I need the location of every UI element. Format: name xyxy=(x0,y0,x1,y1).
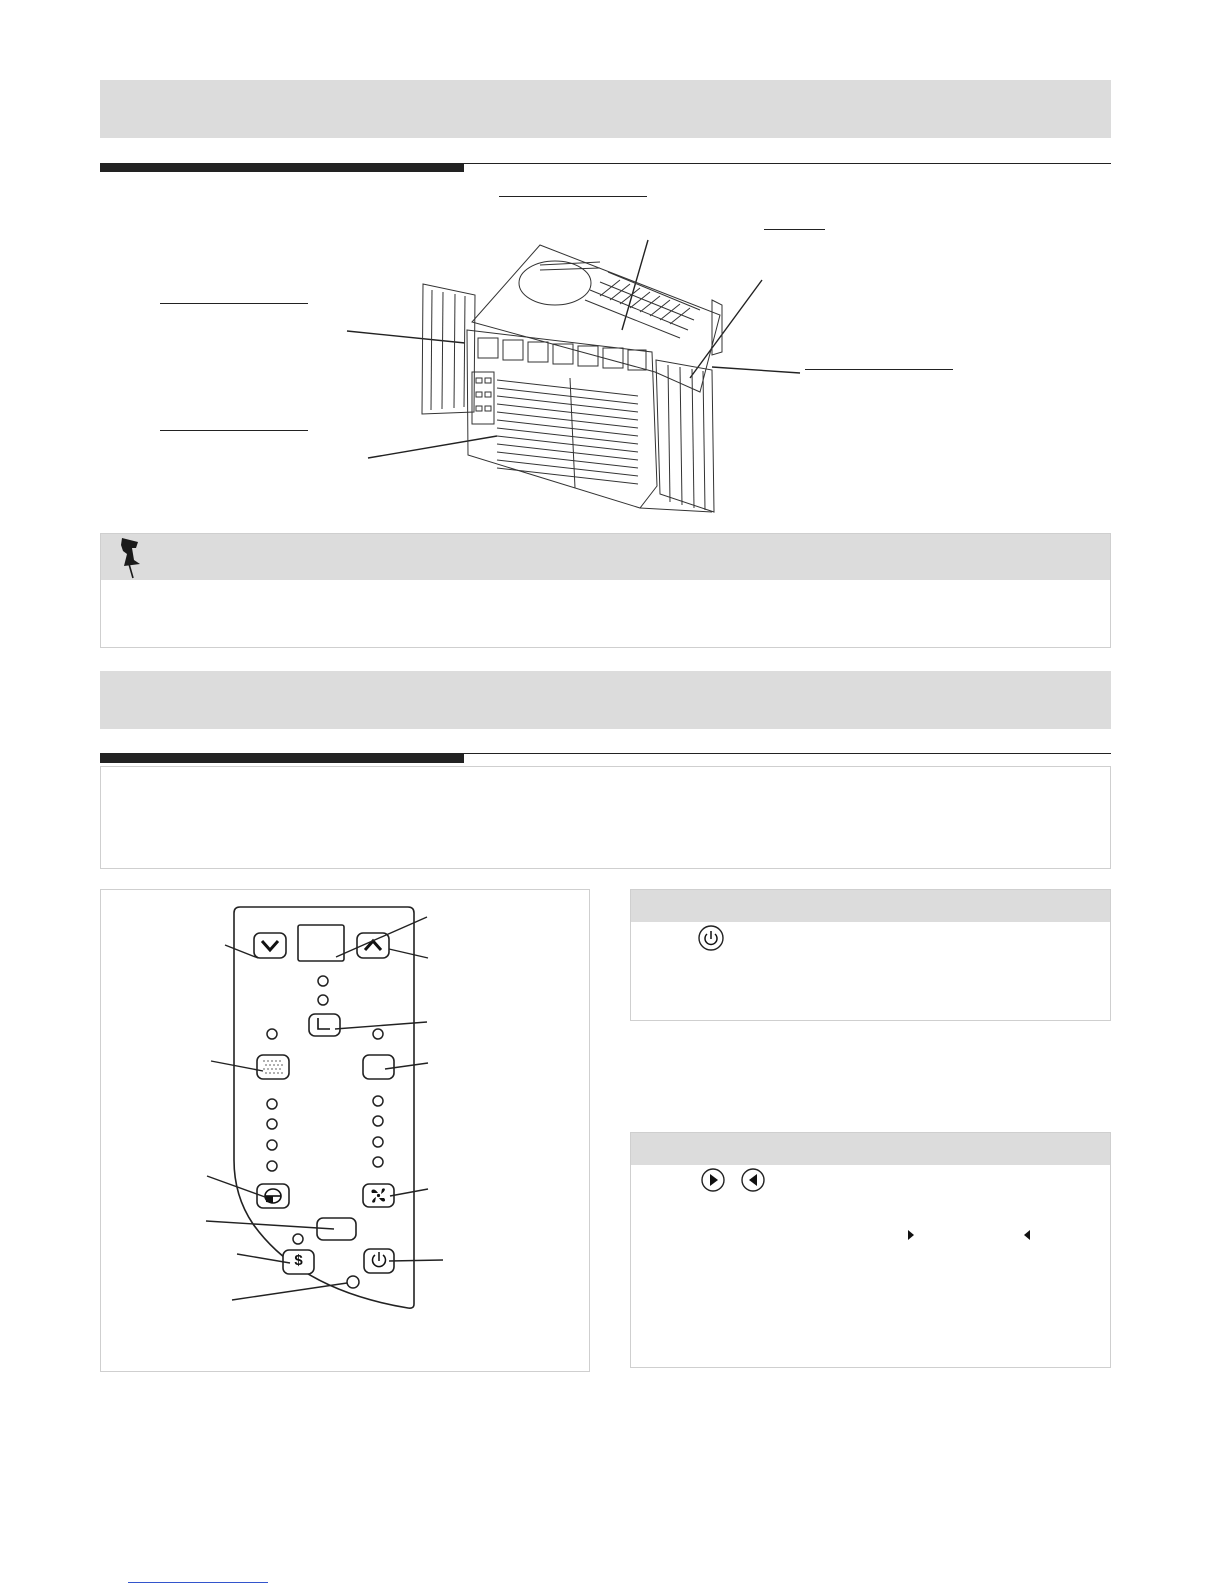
left-arrow-icon xyxy=(742,1169,764,1191)
left-arrow-icon xyxy=(1024,1230,1030,1240)
power-info-box xyxy=(630,889,1111,1021)
dollar-label: $ xyxy=(294,1252,303,1269)
fan-icon xyxy=(363,1184,394,1207)
power-icon xyxy=(699,926,723,950)
arrow-info-box xyxy=(630,1132,1111,1368)
right-arrow-icon xyxy=(702,1169,724,1191)
dots-button-icon xyxy=(257,1055,289,1079)
clock-icon xyxy=(309,1014,340,1036)
moon-icon xyxy=(363,1055,394,1079)
footer-link[interactable] xyxy=(128,1582,268,1583)
right-arrow-icon xyxy=(908,1230,914,1240)
chevron-down-icon xyxy=(254,933,286,958)
